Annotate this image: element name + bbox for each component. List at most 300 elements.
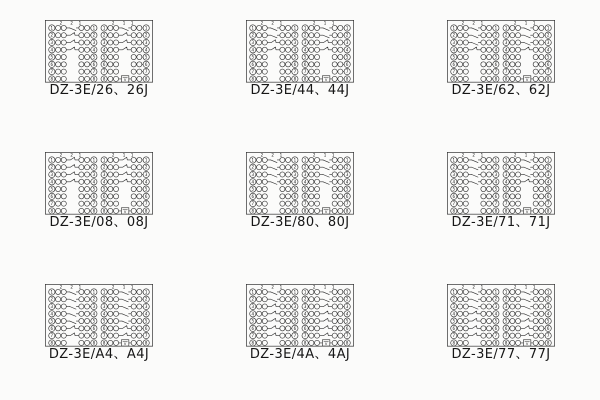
svg-text:3: 3 xyxy=(144,171,148,177)
svg-text:V: V xyxy=(525,210,529,215)
svg-text:2: 2 xyxy=(271,20,275,26)
svg-text:2: 2 xyxy=(345,296,349,302)
svg-text:8: 8 xyxy=(504,340,508,346)
svg-text:6: 6 xyxy=(293,193,297,199)
svg-text:1: 1 xyxy=(293,25,297,31)
relay-panel xyxy=(246,20,354,118)
svg-text:1: 1 xyxy=(92,157,96,163)
svg-text:3: 3 xyxy=(452,39,456,45)
svg-text:1: 1 xyxy=(480,20,484,26)
svg-text:8: 8 xyxy=(452,76,456,82)
svg-text:3: 3 xyxy=(50,303,54,309)
svg-text:1: 1 xyxy=(102,157,106,163)
svg-text:3: 3 xyxy=(251,303,255,309)
svg-text:2: 2 xyxy=(260,284,264,290)
svg-text:2: 2 xyxy=(111,20,115,26)
panel-caption: DZ-3E/26、26J xyxy=(49,82,149,98)
svg-text:4: 4 xyxy=(546,47,550,53)
svg-text:8: 8 xyxy=(345,340,349,346)
svg-text:6: 6 xyxy=(546,193,550,199)
svg-text:1: 1 xyxy=(532,284,536,290)
svg-text:4: 4 xyxy=(504,179,508,185)
svg-text:3: 3 xyxy=(504,171,508,177)
panel-caption: DZ-3E/77、77J xyxy=(451,346,551,362)
svg-text:1: 1 xyxy=(293,157,297,163)
svg-text:2: 2 xyxy=(312,20,316,26)
svg-text:1: 1 xyxy=(331,284,335,290)
svg-text:8: 8 xyxy=(546,76,550,82)
svg-text:1: 1 xyxy=(303,289,307,295)
svg-text:1: 1 xyxy=(546,157,550,163)
svg-text:7: 7 xyxy=(144,333,148,339)
svg-text:2: 2 xyxy=(70,152,74,158)
svg-text:4: 4 xyxy=(92,47,96,53)
svg-text:6: 6 xyxy=(251,193,255,199)
svg-text:8: 8 xyxy=(494,208,498,214)
panel-caption: DZ-3E/44、44J xyxy=(250,82,350,98)
svg-text:7: 7 xyxy=(546,201,550,207)
svg-text:2: 2 xyxy=(111,152,115,158)
terminal-diagram xyxy=(246,284,354,347)
svg-text:2: 2 xyxy=(461,284,465,290)
svg-text:1: 1 xyxy=(303,157,307,163)
svg-text:4: 4 xyxy=(102,311,106,317)
svg-text:4: 4 xyxy=(144,311,148,317)
panel-caption: DZ-3E/08、08J xyxy=(49,214,149,230)
svg-text:5: 5 xyxy=(504,186,508,192)
svg-text:1: 1 xyxy=(50,157,54,163)
svg-text:7: 7 xyxy=(50,333,54,339)
svg-text:1: 1 xyxy=(546,289,550,295)
svg-text:2: 2 xyxy=(452,164,456,170)
svg-text:4: 4 xyxy=(92,311,96,317)
svg-text:7: 7 xyxy=(452,69,456,75)
svg-text:2: 2 xyxy=(50,164,54,170)
svg-text:4: 4 xyxy=(50,311,54,317)
svg-text:1: 1 xyxy=(279,152,283,158)
terminal-diagram-svg xyxy=(246,152,354,215)
svg-text:3: 3 xyxy=(345,171,349,177)
svg-text:8: 8 xyxy=(293,208,297,214)
svg-text:5: 5 xyxy=(144,186,148,192)
svg-text:6: 6 xyxy=(251,325,255,331)
svg-text:2: 2 xyxy=(59,152,63,158)
svg-text:3: 3 xyxy=(293,171,297,177)
svg-text:1: 1 xyxy=(494,289,498,295)
svg-text:1: 1 xyxy=(532,152,536,158)
svg-text:V: V xyxy=(324,342,328,347)
svg-text:7: 7 xyxy=(293,201,297,207)
svg-text:8: 8 xyxy=(50,208,54,214)
svg-text:4: 4 xyxy=(144,47,148,53)
svg-text:1: 1 xyxy=(480,284,484,290)
svg-text:5: 5 xyxy=(345,318,349,324)
svg-text:6: 6 xyxy=(102,325,106,331)
svg-text:8: 8 xyxy=(293,76,297,82)
svg-text:1: 1 xyxy=(50,25,54,31)
svg-text:4: 4 xyxy=(546,179,550,185)
svg-text:6: 6 xyxy=(494,61,498,67)
svg-text:8: 8 xyxy=(546,340,550,346)
svg-text:3: 3 xyxy=(303,171,307,177)
svg-text:8: 8 xyxy=(102,340,106,346)
svg-text:1: 1 xyxy=(122,284,126,290)
svg-text:2: 2 xyxy=(546,296,550,302)
svg-text:2: 2 xyxy=(452,32,456,38)
svg-text:4: 4 xyxy=(494,179,498,185)
svg-text:1: 1 xyxy=(494,25,498,31)
terminal-diagram-svg xyxy=(45,152,153,215)
svg-text:2: 2 xyxy=(260,20,264,26)
svg-text:2: 2 xyxy=(251,296,255,302)
svg-text:7: 7 xyxy=(504,69,508,75)
svg-text:1: 1 xyxy=(50,289,54,295)
svg-text:2: 2 xyxy=(293,32,297,38)
svg-text:1: 1 xyxy=(251,289,255,295)
svg-text:4: 4 xyxy=(452,311,456,317)
panel-caption: DZ-3E/71、71J xyxy=(451,214,551,230)
svg-text:4: 4 xyxy=(293,47,297,53)
svg-text:2: 2 xyxy=(102,164,106,170)
svg-text:2: 2 xyxy=(504,296,508,302)
svg-text:7: 7 xyxy=(251,333,255,339)
panel-caption: DZ-3E/4A、4AJ xyxy=(249,346,351,362)
svg-text:2: 2 xyxy=(271,284,275,290)
svg-text:6: 6 xyxy=(293,325,297,331)
svg-text:2: 2 xyxy=(504,164,508,170)
svg-text:5: 5 xyxy=(251,54,255,60)
svg-text:3: 3 xyxy=(345,303,349,309)
svg-text:1: 1 xyxy=(345,157,349,163)
svg-text:5: 5 xyxy=(452,54,456,60)
svg-text:4: 4 xyxy=(293,311,297,317)
svg-text:5: 5 xyxy=(293,54,297,60)
svg-text:1: 1 xyxy=(546,25,550,31)
svg-text:2: 2 xyxy=(494,164,498,170)
svg-text:6: 6 xyxy=(92,193,96,199)
terminal-diagram xyxy=(447,20,555,83)
svg-text:1: 1 xyxy=(144,157,148,163)
svg-text:2: 2 xyxy=(92,296,96,302)
svg-text:6: 6 xyxy=(345,193,349,199)
svg-text:1: 1 xyxy=(293,289,297,295)
svg-text:3: 3 xyxy=(494,39,498,45)
svg-text:7: 7 xyxy=(494,69,498,75)
terminal-diagram-svg xyxy=(45,20,153,83)
svg-text:1: 1 xyxy=(504,157,508,163)
svg-text:1: 1 xyxy=(323,284,327,290)
svg-text:4: 4 xyxy=(293,179,297,185)
svg-text:6: 6 xyxy=(92,61,96,67)
svg-text:2: 2 xyxy=(494,296,498,302)
svg-text:2: 2 xyxy=(303,32,307,38)
svg-text:4: 4 xyxy=(494,47,498,53)
svg-text:8: 8 xyxy=(92,208,96,214)
svg-text:7: 7 xyxy=(452,333,456,339)
terminal-diagram-svg xyxy=(447,20,555,83)
svg-text:5: 5 xyxy=(293,318,297,324)
svg-text:7: 7 xyxy=(102,333,106,339)
svg-text:5: 5 xyxy=(494,54,498,60)
svg-text:V: V xyxy=(123,210,127,215)
svg-text:1: 1 xyxy=(130,284,134,290)
svg-text:1: 1 xyxy=(323,20,327,26)
svg-text:1: 1 xyxy=(524,284,528,290)
svg-text:2: 2 xyxy=(92,32,96,38)
svg-text:8: 8 xyxy=(251,76,255,82)
svg-text:2: 2 xyxy=(472,152,476,158)
svg-text:1: 1 xyxy=(279,284,283,290)
svg-text:3: 3 xyxy=(504,39,508,45)
svg-text:6: 6 xyxy=(303,325,307,331)
svg-text:5: 5 xyxy=(293,186,297,192)
svg-text:8: 8 xyxy=(92,76,96,82)
svg-text:1: 1 xyxy=(323,152,327,158)
svg-text:8: 8 xyxy=(452,340,456,346)
svg-text:1: 1 xyxy=(251,25,255,31)
terminal-diagram xyxy=(246,152,354,215)
svg-text:5: 5 xyxy=(494,186,498,192)
svg-text:2: 2 xyxy=(472,20,476,26)
svg-text:5: 5 xyxy=(452,318,456,324)
svg-text:8: 8 xyxy=(303,340,307,346)
svg-text:7: 7 xyxy=(293,69,297,75)
svg-text:2: 2 xyxy=(494,32,498,38)
panel-caption: DZ-3E/A4、A4J xyxy=(48,346,150,362)
svg-text:3: 3 xyxy=(144,39,148,45)
svg-text:2: 2 xyxy=(251,32,255,38)
svg-text:4: 4 xyxy=(251,47,255,53)
svg-text:6: 6 xyxy=(251,61,255,67)
svg-text:2: 2 xyxy=(102,296,106,302)
svg-text:7: 7 xyxy=(504,333,508,339)
svg-text:3: 3 xyxy=(494,171,498,177)
svg-text:6: 6 xyxy=(144,61,148,67)
svg-text:2: 2 xyxy=(293,164,297,170)
svg-text:5: 5 xyxy=(303,186,307,192)
svg-text:2: 2 xyxy=(312,284,316,290)
panel-caption: DZ-3E/80、80J xyxy=(250,214,350,230)
svg-text:7: 7 xyxy=(303,333,307,339)
svg-text:2: 2 xyxy=(461,152,465,158)
svg-text:2: 2 xyxy=(293,296,297,302)
svg-text:7: 7 xyxy=(546,69,550,75)
svg-text:V: V xyxy=(525,78,529,83)
svg-text:3: 3 xyxy=(293,303,297,309)
svg-text:8: 8 xyxy=(494,76,498,82)
svg-text:4: 4 xyxy=(92,179,96,185)
svg-text:5: 5 xyxy=(144,54,148,60)
svg-text:8: 8 xyxy=(251,340,255,346)
svg-text:3: 3 xyxy=(251,39,255,45)
svg-text:1: 1 xyxy=(130,20,134,26)
svg-text:4: 4 xyxy=(251,311,255,317)
terminal-diagram-svg xyxy=(447,284,555,347)
svg-text:5: 5 xyxy=(251,186,255,192)
svg-text:2: 2 xyxy=(271,152,275,158)
svg-text:2: 2 xyxy=(102,32,106,38)
svg-text:4: 4 xyxy=(303,47,307,53)
svg-text:5: 5 xyxy=(303,54,307,60)
svg-text:8: 8 xyxy=(144,340,148,346)
svg-text:V: V xyxy=(525,342,529,347)
svg-text:5: 5 xyxy=(452,186,456,192)
svg-text:6: 6 xyxy=(494,325,498,331)
svg-text:2: 2 xyxy=(461,20,465,26)
svg-text:5: 5 xyxy=(504,318,508,324)
svg-text:1: 1 xyxy=(331,152,335,158)
svg-text:1: 1 xyxy=(144,25,148,31)
svg-text:3: 3 xyxy=(50,39,54,45)
svg-text:8: 8 xyxy=(504,76,508,82)
svg-text:4: 4 xyxy=(494,311,498,317)
svg-text:7: 7 xyxy=(303,201,307,207)
panel-caption: DZ-3E/62、62J xyxy=(451,82,551,98)
svg-text:7: 7 xyxy=(504,201,508,207)
svg-text:8: 8 xyxy=(546,208,550,214)
svg-text:2: 2 xyxy=(504,32,508,38)
svg-text:3: 3 xyxy=(452,171,456,177)
svg-text:6: 6 xyxy=(102,193,106,199)
svg-text:8: 8 xyxy=(102,76,106,82)
svg-text:3: 3 xyxy=(144,303,148,309)
svg-text:7: 7 xyxy=(494,201,498,207)
svg-text:2: 2 xyxy=(513,20,517,26)
svg-text:4: 4 xyxy=(50,179,54,185)
svg-text:4: 4 xyxy=(50,47,54,53)
svg-text:1: 1 xyxy=(452,289,456,295)
svg-text:8: 8 xyxy=(50,76,54,82)
terminal-diagram-svg xyxy=(45,284,153,347)
svg-text:7: 7 xyxy=(144,201,148,207)
svg-text:V: V xyxy=(324,210,328,215)
svg-text:6: 6 xyxy=(303,61,307,67)
svg-text:1: 1 xyxy=(452,157,456,163)
svg-text:4: 4 xyxy=(345,311,349,317)
svg-text:5: 5 xyxy=(504,54,508,60)
svg-text:3: 3 xyxy=(50,171,54,177)
relay-panel xyxy=(45,152,153,250)
svg-text:5: 5 xyxy=(102,54,106,60)
svg-text:5: 5 xyxy=(92,318,96,324)
svg-text:8: 8 xyxy=(452,208,456,214)
svg-text:7: 7 xyxy=(251,69,255,75)
svg-text:6: 6 xyxy=(92,325,96,331)
svg-text:3: 3 xyxy=(293,39,297,45)
svg-text:1: 1 xyxy=(480,152,484,158)
svg-text:1: 1 xyxy=(524,152,528,158)
svg-text:7: 7 xyxy=(92,201,96,207)
svg-text:3: 3 xyxy=(251,171,255,177)
svg-text:5: 5 xyxy=(92,54,96,60)
svg-text:4: 4 xyxy=(345,179,349,185)
svg-text:4: 4 xyxy=(345,47,349,53)
svg-text:1: 1 xyxy=(494,157,498,163)
svg-text:3: 3 xyxy=(546,39,550,45)
svg-text:5: 5 xyxy=(345,186,349,192)
svg-text:1: 1 xyxy=(452,25,456,31)
svg-text:7: 7 xyxy=(50,201,54,207)
svg-text:1: 1 xyxy=(144,289,148,295)
svg-text:1: 1 xyxy=(345,25,349,31)
svg-text:4: 4 xyxy=(504,311,508,317)
relay-panel xyxy=(246,152,354,250)
svg-text:1: 1 xyxy=(524,20,528,26)
svg-text:5: 5 xyxy=(546,318,550,324)
svg-text:V: V xyxy=(324,78,328,83)
svg-text:2: 2 xyxy=(92,164,96,170)
relay-panel xyxy=(246,284,354,382)
svg-text:4: 4 xyxy=(251,179,255,185)
svg-text:V: V xyxy=(123,342,127,347)
svg-text:1: 1 xyxy=(92,25,96,31)
svg-text:2: 2 xyxy=(251,164,255,170)
svg-text:5: 5 xyxy=(102,186,106,192)
svg-text:1: 1 xyxy=(78,152,82,158)
relay-panel xyxy=(447,20,555,118)
relay-panel xyxy=(447,284,555,382)
svg-text:1: 1 xyxy=(78,284,82,290)
svg-text:4: 4 xyxy=(303,311,307,317)
svg-text:2: 2 xyxy=(111,284,115,290)
svg-text:5: 5 xyxy=(144,318,148,324)
svg-text:3: 3 xyxy=(92,39,96,45)
svg-text:1: 1 xyxy=(345,289,349,295)
svg-text:4: 4 xyxy=(452,47,456,53)
svg-text:7: 7 xyxy=(102,69,106,75)
svg-text:1: 1 xyxy=(279,20,283,26)
svg-text:1: 1 xyxy=(130,152,134,158)
svg-text:7: 7 xyxy=(494,333,498,339)
svg-text:8: 8 xyxy=(50,340,54,346)
terminal-diagram-svg xyxy=(246,20,354,83)
svg-text:2: 2 xyxy=(345,32,349,38)
svg-text:5: 5 xyxy=(251,318,255,324)
svg-text:6: 6 xyxy=(546,61,550,67)
relay-panel xyxy=(45,284,153,382)
terminal-diagram xyxy=(45,152,153,215)
svg-text:5: 5 xyxy=(102,318,106,324)
svg-text:7: 7 xyxy=(144,69,148,75)
svg-text:3: 3 xyxy=(102,303,106,309)
svg-text:3: 3 xyxy=(546,303,550,309)
svg-text:1: 1 xyxy=(102,289,106,295)
svg-text:5: 5 xyxy=(345,54,349,60)
svg-text:3: 3 xyxy=(92,303,96,309)
svg-text:5: 5 xyxy=(546,186,550,192)
svg-text:7: 7 xyxy=(102,201,106,207)
svg-text:2: 2 xyxy=(303,296,307,302)
svg-text:8: 8 xyxy=(102,208,106,214)
svg-text:7: 7 xyxy=(345,333,349,339)
svg-text:6: 6 xyxy=(303,193,307,199)
svg-text:1: 1 xyxy=(122,20,126,26)
svg-text:3: 3 xyxy=(303,303,307,309)
svg-text:6: 6 xyxy=(345,61,349,67)
svg-text:2: 2 xyxy=(303,164,307,170)
svg-text:7: 7 xyxy=(251,201,255,207)
svg-text:8: 8 xyxy=(144,208,148,214)
svg-text:5: 5 xyxy=(494,318,498,324)
svg-text:8: 8 xyxy=(345,76,349,82)
svg-text:2: 2 xyxy=(50,296,54,302)
svg-text:4: 4 xyxy=(102,179,106,185)
svg-text:4: 4 xyxy=(102,47,106,53)
svg-text:8: 8 xyxy=(303,76,307,82)
terminal-diagram xyxy=(45,20,153,83)
svg-text:3: 3 xyxy=(546,171,550,177)
svg-text:3: 3 xyxy=(92,171,96,177)
